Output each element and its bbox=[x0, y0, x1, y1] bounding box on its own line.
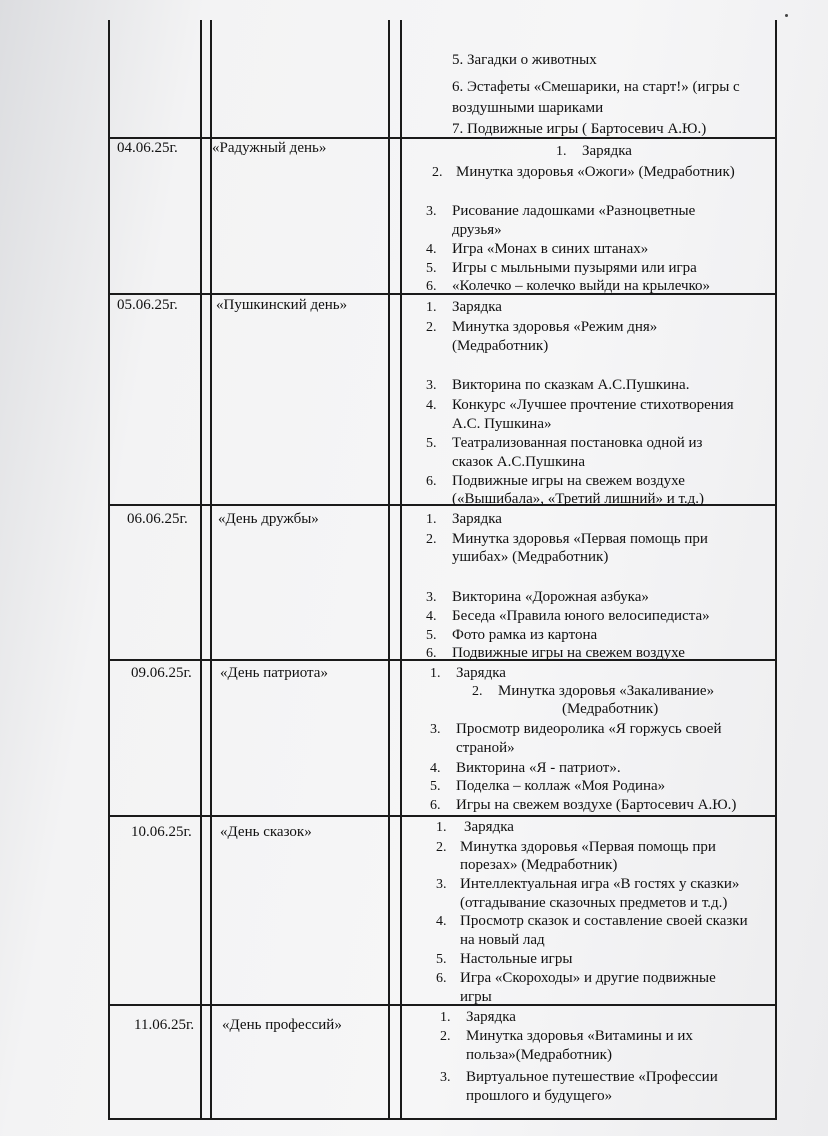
day-title: «Радужный день» bbox=[212, 140, 327, 156]
activity-item: Зарядка bbox=[452, 511, 502, 527]
scan-speck bbox=[785, 14, 788, 17]
activity-item: «Колечко – колечко выйди на крылечко» bbox=[452, 278, 711, 294]
item-number: 5. bbox=[426, 436, 437, 451]
activity-item: Минутка здоровья «Витамины и их bbox=[466, 1028, 693, 1044]
activity-item: Просмотр сказок и составление своей сказки bbox=[460, 913, 748, 929]
item-number: 3. bbox=[436, 877, 447, 892]
item-number: 1. bbox=[430, 666, 441, 681]
day-title: «День патриота» bbox=[220, 665, 328, 681]
activity-item: Минутка здоровья «Ожоги» (Медработник) bbox=[456, 164, 735, 180]
item-number: 5. bbox=[430, 779, 441, 794]
item-number: 6. bbox=[426, 279, 437, 294]
activity-item: Поделка – коллаж «Моя Родина» bbox=[456, 778, 666, 794]
activity-item: Игры на свежем воздухе (Бартосевич А.Ю.) bbox=[456, 797, 737, 813]
item-number: 4. bbox=[426, 609, 437, 624]
activity-item: 6. Эстафеты «Смешарики, на старт!» (игры с bbox=[452, 79, 740, 95]
activity-item: Минутка здоровья «Закаливание» bbox=[498, 683, 715, 699]
activity-item: Зарядка bbox=[456, 665, 506, 681]
activity-item: Зарядка bbox=[582, 143, 632, 159]
activity-item: ушибах» (Медработник) bbox=[452, 549, 609, 565]
activity-item: (Медработник) bbox=[562, 701, 659, 717]
item-number: 1. bbox=[436, 820, 447, 835]
item-number: 5. bbox=[436, 952, 447, 967]
activity-item: Игры с мыльными пузырями или игра bbox=[452, 260, 697, 276]
activity-item: страной» bbox=[456, 740, 515, 756]
activity-item: (отгадывание сказочных предметов и т.д.) bbox=[460, 895, 728, 911]
item-number: 3. bbox=[426, 378, 437, 393]
item-number: 6. bbox=[426, 474, 437, 489]
item-number: 5. bbox=[426, 628, 437, 643]
row-date: 10.06.25г. bbox=[131, 824, 192, 840]
activity-item: игры bbox=[460, 989, 492, 1005]
day-title: «Пушкинский день» bbox=[216, 297, 348, 313]
activity-item: Зарядка bbox=[466, 1009, 516, 1025]
item-number: 4. bbox=[426, 242, 437, 257]
activity-item: Викторина по сказкам А.С.Пушкина. bbox=[452, 377, 690, 393]
activity-item: Фото рамка из картона bbox=[452, 627, 598, 643]
row-date: 06.06.25г. bbox=[127, 511, 188, 527]
activity-item: Рисование ладошками «Разноцветные bbox=[452, 203, 696, 219]
item-number: 6. bbox=[436, 971, 447, 986]
activity-item: Игра «Скороходы» и другие подвижные bbox=[460, 970, 716, 986]
item-number: 2. bbox=[426, 532, 437, 547]
item-number: 1. bbox=[426, 512, 437, 527]
item-number: 3. bbox=[426, 204, 437, 219]
activity-item: Минутка здоровья «Первая помощь при bbox=[452, 531, 708, 547]
activity-item: Минутка здоровья «Первая помощь при bbox=[460, 839, 716, 855]
activity-item: Викторина «Дорожная азбука» bbox=[452, 589, 649, 605]
item-number: 2. bbox=[432, 165, 443, 180]
day-title: «День сказок» bbox=[220, 824, 312, 840]
day-title: «День дружбы» bbox=[218, 511, 319, 527]
activity-item: Театрализованная постановка одной из bbox=[452, 435, 703, 451]
row-date: 09.06.25г. bbox=[131, 665, 192, 681]
item-number: 6. bbox=[426, 646, 437, 661]
activity-item: воздушными шариками bbox=[452, 100, 604, 116]
activity-item: («Вышибала», «Третий лишний» и т.д.) bbox=[452, 491, 705, 507]
activity-item: А.С. Пушкина» bbox=[452, 416, 552, 432]
activity-item: (Медработник) bbox=[452, 338, 549, 354]
activity-item: польза»(Медработник) bbox=[466, 1047, 612, 1063]
activity-item: Игра «Монах в синих штанах» bbox=[452, 241, 649, 257]
activity-item: сказок А.С.Пушкина bbox=[452, 454, 585, 470]
item-number: 4. bbox=[426, 398, 437, 413]
activity-item: Зарядка bbox=[464, 819, 514, 835]
activity-item: Зарядка bbox=[452, 299, 502, 315]
item-number: 2. bbox=[472, 684, 483, 699]
activity-item: Подвижные игры на свежем воздухе bbox=[452, 473, 685, 489]
activity-item: Интеллектуальная игра «В гостях у сказки» bbox=[460, 876, 740, 892]
activity-item: Беседа «Правила юного велосипедиста» bbox=[452, 608, 710, 624]
item-number: 2. bbox=[440, 1029, 451, 1044]
activity-item: Викторина «Я - патриот». bbox=[456, 760, 621, 776]
item-number: 3. bbox=[426, 590, 437, 605]
item-number: 1. bbox=[426, 300, 437, 315]
item-number: 2. bbox=[426, 320, 437, 335]
activity-item: Минутка здоровья «Режим дня» bbox=[452, 319, 658, 335]
activity-item: прошлого и будущего» bbox=[466, 1088, 613, 1104]
item-number: 1. bbox=[556, 144, 567, 159]
activity-item: Виртуальное путешествие «Профессии bbox=[466, 1069, 718, 1085]
activity-item: 7. Подвижные игры ( Бартосевич А.Ю.) bbox=[452, 121, 707, 137]
day-title: «День профессий» bbox=[222, 1017, 342, 1033]
activity-item: 5. Загадки о животных bbox=[452, 52, 597, 68]
activity-item: Подвижные игры на свежем воздухе bbox=[452, 645, 685, 661]
activity-item: на новый лад bbox=[460, 932, 545, 948]
activity-item: порезах» (Медработник) bbox=[460, 857, 618, 873]
item-number: 3. bbox=[440, 1070, 451, 1085]
activity-item: Конкурс «Лучшее прочтение стихотворения bbox=[452, 397, 734, 413]
activity-item: Просмотр видеоролика «Я горжусь своей bbox=[456, 721, 722, 737]
item-number: 1. bbox=[440, 1010, 451, 1025]
row-date: 05.06.25г. bbox=[117, 297, 178, 313]
activity-item: Настольные игры bbox=[460, 951, 573, 967]
item-number: 5. bbox=[426, 261, 437, 276]
row-date: 04.06.25г. bbox=[117, 140, 178, 156]
item-number: 4. bbox=[430, 761, 441, 776]
item-number: 2. bbox=[436, 840, 447, 855]
activity-item: друзья» bbox=[452, 222, 502, 238]
item-number: 4. bbox=[436, 914, 447, 929]
item-number: 3. bbox=[430, 722, 441, 737]
item-number: 6. bbox=[430, 798, 441, 813]
row-date: 11.06.25г. bbox=[134, 1017, 195, 1033]
